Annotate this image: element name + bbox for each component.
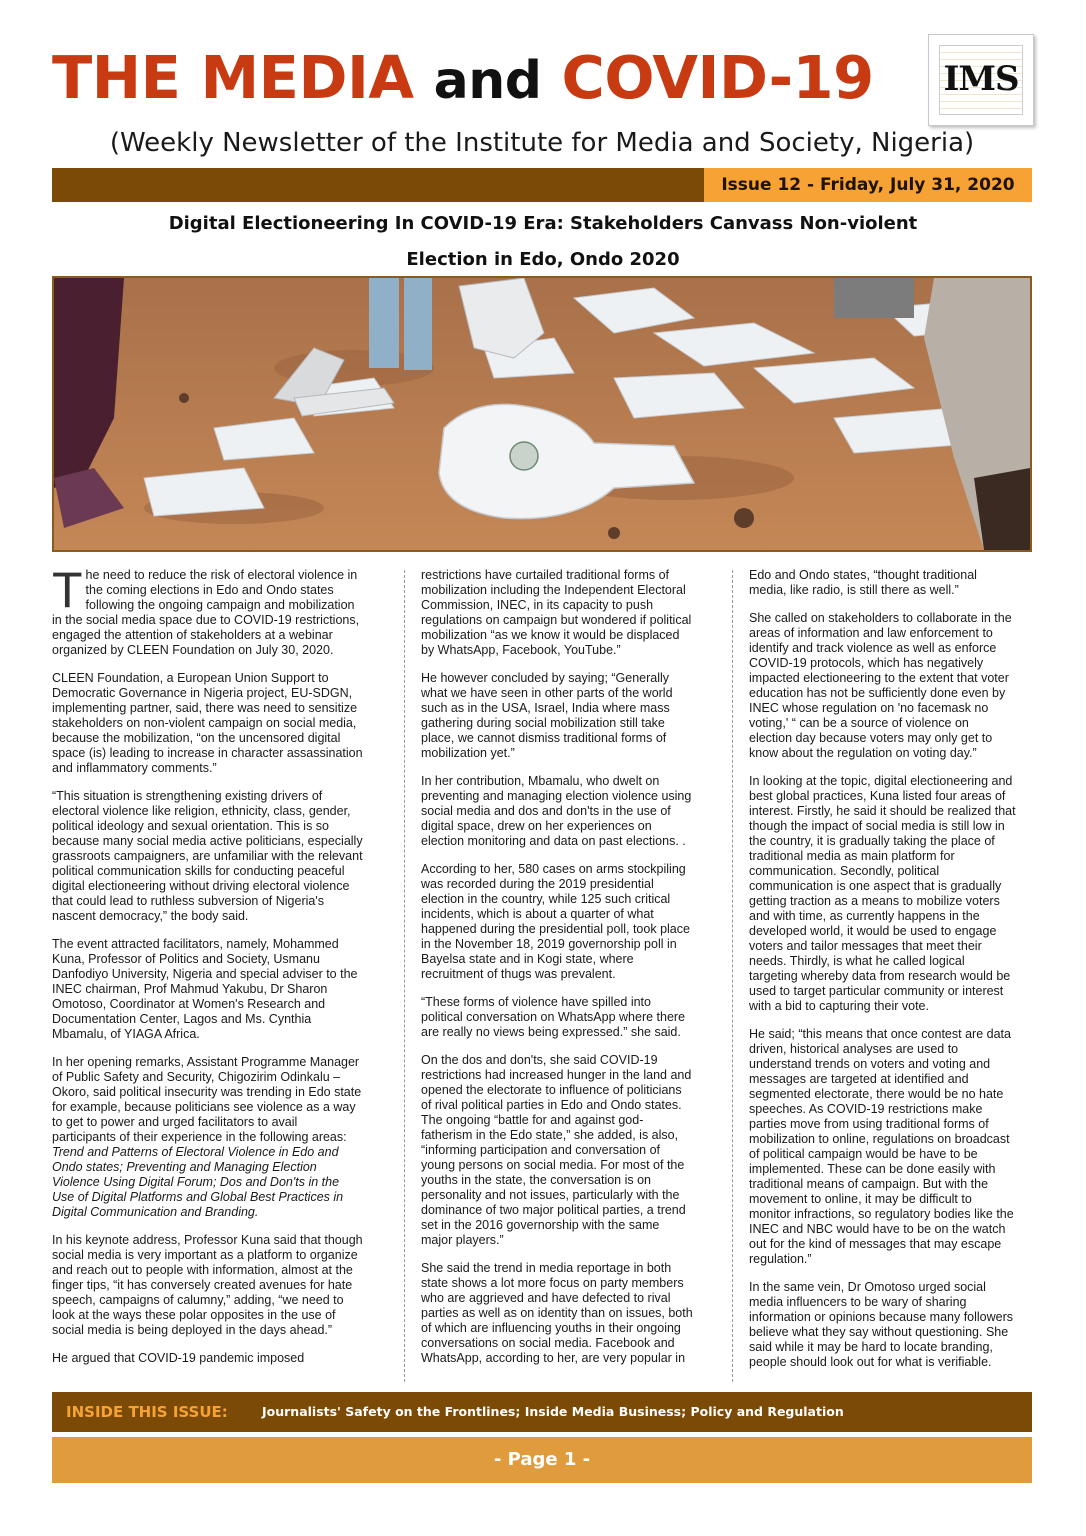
column2-paragraph-4: According to her, 580 cases on arms stockpiling was recorded during the 2019 presidential election in the country, while 125 such critical incidents, which is about a quarter of what happened during the presidential poll, took place in the November 18, 2019 governorship poll in Bayelsa state and in Kogi state, where recruitment of thugs was prevalent.: [421, 862, 690, 981]
column2-paragraph-5: “These forms of violence have spilled into political conversation on WhatsApp where there are really no views being expressed.” she said.: [421, 995, 686, 1039]
column1-paragraph-6: In his keynote address, Professor Kuna said that though social media is very important as a platform to organize and reach out to people with information, almost at the finger tips, “it has conversely created avenues for hate speech, campaigns of calumny,” adding, “we need to look at the ways these polar opposites in the use of social media is being deployed in the days ahead.”: [52, 1233, 363, 1337]
masthead-covid: COVID-19: [561, 43, 874, 112]
ims-logo: [928, 34, 1034, 126]
ims-logo-lined-paper: [939, 45, 1023, 115]
column-divider-1: [404, 570, 405, 1382]
column3-paragraph-2: She called on stakeholders to collaborate in the areas of information and law enforcement to identify and track violence as well as enforce COVID-19 protocols, which has negatively impacted electioneering to the extent that voter education has not be sufficiently done even by INEC whose regulation on 'no facemask no voting,' “ can be a source of violence on election day because voters may only get to know about the regulation on voting day.”: [749, 611, 1012, 760]
column2-paragraph-7: She said the trend in media reportage in both state shows a lot more focus on party members who are aggrieved and have defected to rival parties as well as on identity than on issues, both of which are influencing youths in their ongoing conversations on social media. Facebook and WhatsApp, according to her, are very popular in: [421, 1261, 693, 1365]
column2-paragraph-6: On the dos and don'ts, she said COVID-19 restrictions had increased hunger in the land and opened the electorate to influence of politicians of rival political parties in Edo and Ondo states. The ongoing “battle for and against god- fatherism in the Edo state,” she added, is also, “informing participation and conversation of young persons on social media. For most of the youths in the state, the conversation is on personality and not issues, particularly with the dominance of two major political parties, a trend set in the 2016 governorship with the same major players.”: [421, 1053, 692, 1247]
column2-paragraph-1: restrictions have curtailed traditional forms of mobilization including the Independent Electoral Commission, INEC, in its capacity to push regulations on campaign but wondered if political mobilization “as we know it would be displaced by WhatsApp, Facebook, YouTube.”: [421, 568, 692, 657]
inside-this-issue-topics: Journalists' Safety on the Frontlines; Inside Media Business; Policy and Regulation: [262, 1404, 844, 1419]
column1-paragraph-1-text: he need to reduce the risk of electoral violence in the coming elections in Edo and Ondo states following the ongoing campaign and mobilization in the social media space due to COVID-19 restrictions, engaged the attention of stakeholders at a webinar organized by CLEEN Foundation on July 30, 2020.: [52, 568, 360, 657]
article-column-2: [421, 568, 751, 1379]
column3-paragraph-5: In the same vein, Dr Omotoso urged social media influencers to be wary of sharing information or opinions because many followers believe what they say without questioning. She said while it may be hard to locate branding, people should look out for what is verifiable.: [749, 1280, 1014, 1369]
column1-paragraph-3: “This situation is strengthening existing drivers of electoral violence like religion, ethnicity, class, gender, political ideology and sexual orientation. This is so because many social media active politicians, especially grassroots campaigners, are unfamiliar with the relevant political communication skills for conducting peaceful digital electioneering without driving electoral violence that could lead to ruthless subversion of Nigeria's nascent democracy,” the body said.: [52, 789, 363, 923]
column1-paragraph-1: [52, 562, 382, 658]
ims-logo-text: IMS: [943, 59, 1019, 99]
column3-paragraph-3: In looking at the topic, digital electioneering and best global practices, Kuna listed four areas of interest. Firstly, he said it should be realized that though the impact of social media is still low in the country, it is gradually taking the place of traditional media as main platform for communication. Secondly, political communication is one aspect that is gradually getting traction as a means to mobilize voters and with time, as currently happens in the developed world, it would be used to engage voters and tailor messages that meet their needs. Thirdly, is what he called logical targeting whereby data from research would be used to target particular community or interest with a bid to capturing their vote.: [749, 774, 1016, 1013]
masthead-the-media: THE MEDIA: [52, 43, 414, 112]
photo-scene: [54, 278, 1030, 550]
page-footer: [52, 1437, 1032, 1483]
column3-paragraph-4: He said; “this means that once contest are data driven, historical analyses are used to understand trends on voters and voting and messages are targeted at identified and segmented electorate, there would be no hate speeches. As COVID-19 restrictions make parties move from using traditional forms of mobilization to online, regulations on broadcast of political campaign would be have to be implemented. These can be done easily with traditional means of campaign. But with the movement to online, it may be difficult to monitor infractions, so regulatory bodies like the INEC and NBC would have to be on the watch out for the kind of messages that may escape regulation.”: [749, 1027, 1014, 1266]
column1-paragraph-4: The event attracted facilitators, namely, Mohammed Kuna, Professor of Politics and Society, Usmanu Danfodiyo University, Nigeria and special adviser to the INEC chairman, Prof Mahmud Yakubu, Dr Sharon Omotoso, Coordinator at Women's Research and Documentation Center, Lagos and Ms. Cynthia Mbamalu, of YIAGA Africa.: [52, 937, 358, 1041]
column2-paragraph-3: In her contribution, Mbamalu, who dwelt on preventing and managing election violence using social media and dos and don'ts in the use of digital space, drew on her experiences on election monitoring and data on past elections. .: [421, 774, 692, 848]
headline-line-2: Election in Edo, Ondo 2020: [406, 249, 680, 270]
masthead-and: and: [433, 51, 542, 111]
column3-paragraph-1: Edo and Ondo states, “thought traditional media, like radio, is still there as well.”: [749, 568, 977, 597]
masthead: [52, 38, 912, 118]
issue-bar: [52, 168, 1032, 202]
drop-cap: T: [52, 562, 83, 618]
article-headline: [70, 206, 1016, 278]
inside-this-issue-label: INSIDE THIS ISSUE:: [66, 1403, 228, 1421]
column1-paragraph-5-text: In her opening remarks, Assistant Programme Manager of Public Safety and Security, Chigozirim Odinkalu – Okoro, said political insecurity was trending in Edo state for example, because politicians see violence as a way to get to power and urged facilitators to avail participants of their experience in the following areas:: [52, 1055, 362, 1144]
page-number: - Page 1 -: [493, 1449, 591, 1470]
inside-this-issue-bar: [52, 1392, 1032, 1432]
issue-date-badge: Issue 12 - Friday, July 31, 2020: [704, 168, 1032, 202]
column2-paragraph-2: He however concluded by saying; “Generally what we have seen in other parts of the world such as in the USA, Israel, India where mass gathering during social mobilization still take place, we cannot dismiss traditional forms of mobilization yet.”: [421, 671, 673, 760]
article-column-1: [52, 562, 382, 1379]
column1-paragraph-7: He argued that COVID-19 pandemic imposed: [52, 1351, 305, 1365]
newsletter-subtitle: (Weekly Newsletter of the Institute for Media and Society, Nigeria): [109, 128, 975, 158]
article-column-3: [749, 568, 1079, 1383]
column1-paragraph-5-italic: Trend and Patterns of Electoral Violence in Edo and Ondo states; Preventing and Managing Election Violence Using Digital Forum; Dos and Don'ts in the Use of Digital Platforms and Global Best Practices in Digital Communication and Branding.: [52, 1145, 344, 1219]
article-photo: [52, 276, 1032, 552]
column1-paragraph-5: [52, 1055, 382, 1220]
headline-line-1: Digital Electioneering In COVID-19 Era: Stakeholders Canvass Non-violent: [168, 213, 918, 234]
column1-paragraph-2: CLEEN Foundation, a European Union Support to Democratic Governance in Nigeria project, EU-SDGN, implementing partner, said, there was need to sensitize stakeholders on non-violent campaign on social media, because the mobilization, “on the uncensored digital space (is) leading to increase in character assassination and inflammatory comments.”: [52, 671, 363, 775]
